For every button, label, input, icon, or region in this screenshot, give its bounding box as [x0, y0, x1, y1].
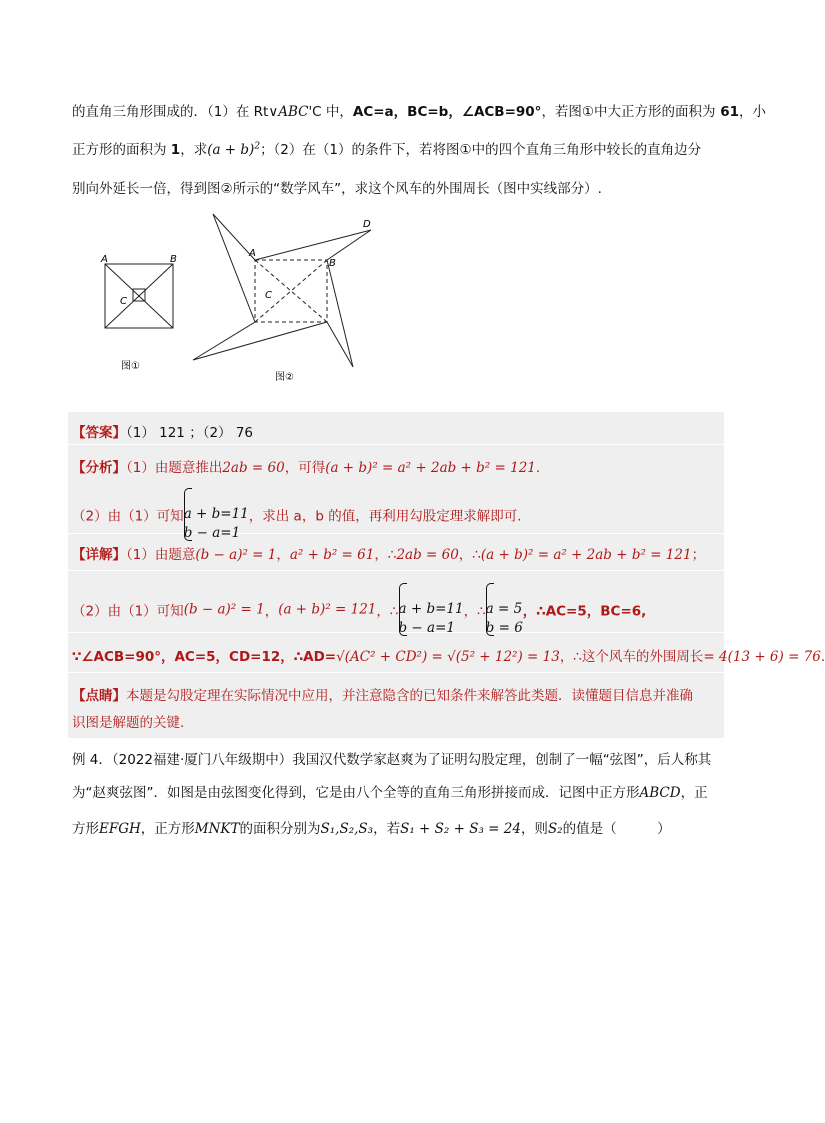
- text: （2）由（1）可知: [72, 508, 184, 525]
- problem-line-1: [72, 100, 766, 120]
- analysis-line-2: [72, 486, 521, 543]
- text: ；（2）在（1）的条件下，若将图①中的四个直角三角形中较长的直角边分: [260, 142, 702, 158]
- text: 的直角三角形围成的．（1）在 Rt: [72, 104, 269, 120]
- text: （1）由题意推出: [126, 460, 223, 476]
- math: S₁,S₂,S₃: [320, 821, 374, 837]
- text: 1: [170, 142, 181, 158]
- answer-line: [72, 421, 253, 441]
- text: ，∴: [374, 547, 397, 563]
- text: ，求出 a，b 的值，再利用勾股定理求解即可.: [248, 508, 522, 525]
- equation-system: [399, 581, 464, 638]
- math: (a + b)² = a² + 2ab + b² = 121: [480, 547, 692, 563]
- math: b = 6: [485, 620, 523, 636]
- text: ，若图①中大正方形的面积为: [541, 104, 716, 120]
- text: ，小: [739, 104, 767, 120]
- detail-line-3: [72, 645, 825, 665]
- detail-tag: 【详解】: [72, 547, 126, 563]
- text: 例 4．（2022福建·厦门八年级期中）我国汉代数学家赵爽为了证明勾股定理，创制了一幅“弦图”，后人称其: [72, 752, 712, 768]
- divider: [68, 570, 724, 571]
- example4-line-3: [72, 817, 671, 837]
- label-C: C: [265, 290, 272, 301]
- example4-line-1: [72, 748, 711, 768]
- math: S₂: [547, 821, 563, 837]
- math: (b − a)² = 1: [195, 547, 277, 563]
- text: ∵∠ACB=90°，AC=5，CD=12，∴AD=: [72, 649, 337, 665]
- text: 61: [715, 104, 740, 120]
- text: ；: [691, 547, 706, 563]
- text: 为“赵爽弦图”．如图是由弦图变化得到，它是由八个全等的直角三角形拼接而成．记图中正方形: [72, 785, 640, 801]
- equation-system: [486, 581, 523, 638]
- equation-system: [184, 486, 249, 543]
- math: b − a=1: [183, 525, 241, 541]
- point-line-1: [72, 684, 693, 704]
- blade-bottom: [193, 322, 327, 360]
- detail-line-1: [72, 543, 705, 563]
- divider: [68, 672, 724, 673]
- text: 正方形的面积为: [72, 142, 171, 158]
- text: .: [535, 460, 541, 476]
- point-line-2: [72, 711, 184, 731]
- math: b − a=1: [398, 620, 455, 636]
- math: a² + b² = 61: [289, 547, 375, 563]
- math: a + b=11: [398, 601, 464, 617]
- answer-tag: 【答案】: [72, 425, 126, 441]
- text: 'C 中，: [308, 104, 353, 120]
- text: ，∴AC=5，BC=6,: [522, 603, 647, 620]
- text: .: [820, 649, 825, 665]
- label-A: A: [249, 248, 256, 259]
- text: AC=a，BC=b，∠ACB=90°: [352, 104, 542, 120]
- text: ，∴: [376, 603, 399, 620]
- math: √(AC² + CD²) = √(5² + 12²) = 13: [336, 649, 560, 665]
- triangle-symbol: ∨: [268, 104, 279, 120]
- math: S₁ + S₂ + S₃ = 24: [400, 821, 521, 837]
- blade-top: [255, 230, 371, 260]
- text: 的面积分别为: [239, 821, 321, 837]
- figure-2: [185, 212, 385, 387]
- math: (a + b)² = 121: [278, 601, 377, 618]
- caption-fig1: 图①: [121, 361, 140, 372]
- point-tag: 【点睛】: [72, 688, 126, 704]
- text: ，若: [373, 821, 401, 837]
- math: EFGH: [99, 821, 141, 837]
- blade-left: [213, 214, 255, 322]
- figure-1: [95, 248, 185, 378]
- text: 别向外延长一倍，得到图②所示的“数学风车”，求这个风车的外围周长（图中实线部分）.: [72, 181, 602, 197]
- analysis-tag: 【分析】: [72, 460, 126, 476]
- text: ，正方形: [140, 821, 195, 837]
- math: MNKT: [194, 821, 240, 837]
- exponent: 2: [254, 141, 261, 152]
- math: ABCD: [639, 785, 681, 801]
- text: （2）由（1）可知: [72, 603, 184, 620]
- math: 2ab = 60: [396, 547, 459, 563]
- analysis-line-1: [72, 456, 540, 476]
- math: a = 5: [485, 601, 523, 617]
- text: 方形: [72, 821, 99, 837]
- text: ，∴: [463, 603, 486, 620]
- text: 的值是（ ）: [562, 821, 671, 837]
- text: ，则: [520, 821, 548, 837]
- label-A: A: [101, 254, 108, 265]
- math: = 4(13 + 6) = 76: [703, 649, 821, 665]
- label-D: D: [363, 219, 371, 230]
- text: ，∴这个风车的外围周长: [559, 649, 704, 665]
- text: ，可得: [284, 460, 326, 476]
- divider: [68, 444, 724, 445]
- text: （1）由题意: [126, 547, 196, 563]
- text: （1） 121 ；（2） 76: [126, 425, 253, 441]
- label-C: C: [120, 296, 127, 307]
- text: ，: [264, 603, 279, 620]
- math: a + b=11: [183, 506, 249, 522]
- label-B: B: [170, 254, 177, 265]
- math: 2ab = 60: [222, 460, 285, 476]
- text: 本题是勾股定理在实际情况中应用，并注意隐含的已知条件来解答此类题．读懂题目信息并准确: [126, 688, 693, 704]
- math: (a + b)² = a² + 2ab + b² = 121: [325, 460, 536, 476]
- text: ，∴: [458, 547, 481, 563]
- text: ，: [276, 547, 290, 563]
- caption-fig2: 图②: [275, 372, 294, 383]
- problem-line-3: [72, 177, 602, 197]
- detail-line-2: [72, 581, 646, 638]
- label-B: B: [329, 258, 336, 269]
- text: 识图是解题的关键.: [72, 715, 185, 731]
- blade-right: [327, 260, 353, 367]
- problem-line-2: [72, 138, 701, 158]
- text: ，正: [680, 785, 708, 801]
- text: ，求: [180, 142, 208, 158]
- inner-square: [133, 289, 145, 301]
- math: (a + b): [207, 142, 255, 158]
- example4-line-2: [72, 781, 708, 801]
- math: (b − a)² = 1: [183, 601, 265, 618]
- math: ABC: [278, 104, 309, 120]
